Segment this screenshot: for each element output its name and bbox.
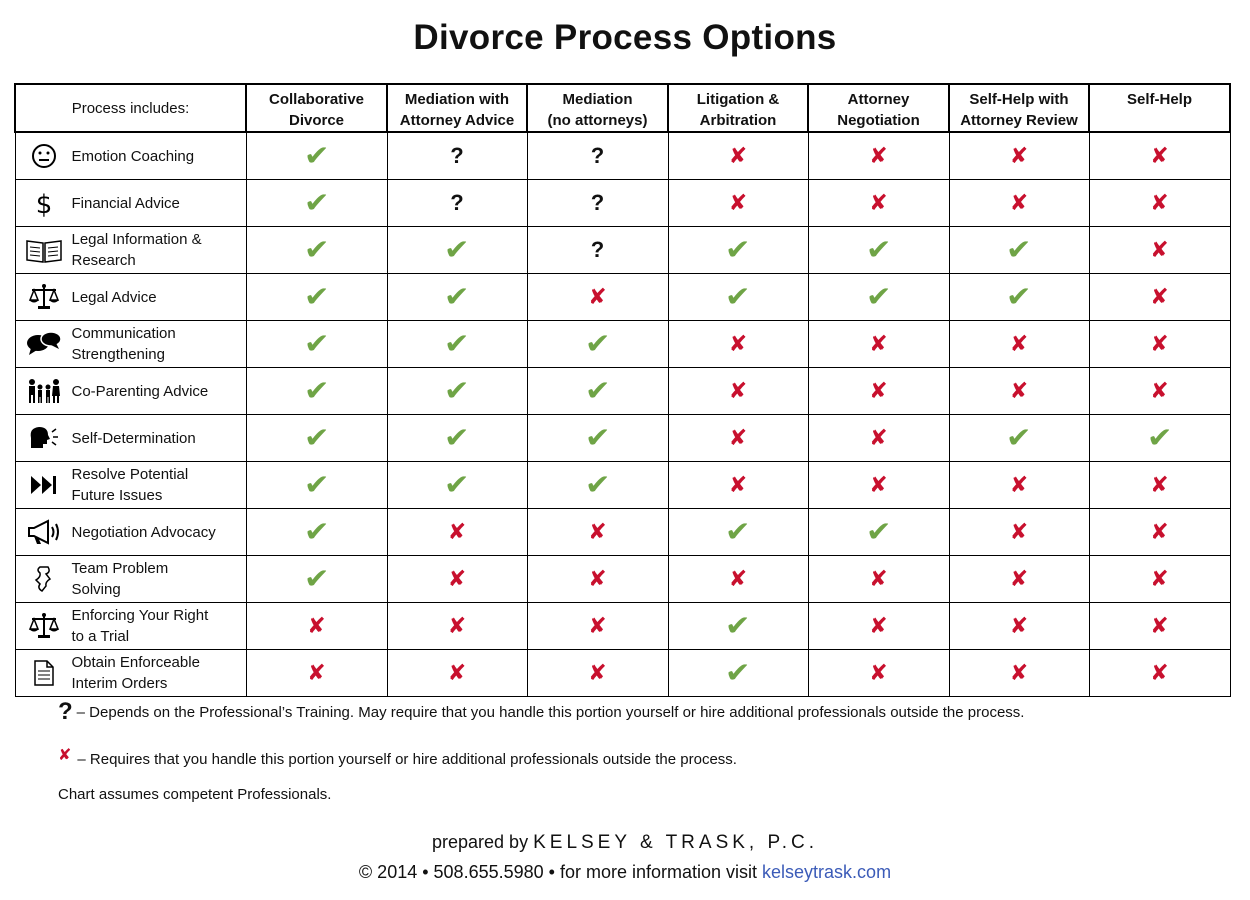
check-mark-icon: ✔ <box>1006 281 1032 312</box>
mark-cell <box>387 556 527 603</box>
mark-cell <box>527 556 668 603</box>
row-header <box>15 556 246 603</box>
check-mark-icon: ✔ <box>1006 234 1032 265</box>
row-header <box>15 227 246 274</box>
mark-cell <box>1089 132 1230 180</box>
column-header: Litigation & Arbitration <box>668 84 808 132</box>
row-label: Negotiation Advocacy <box>71 523 216 541</box>
mark-cell <box>1089 180 1230 227</box>
open-book-icon <box>16 236 72 264</box>
row-header <box>15 462 246 509</box>
prepared-by-text: prepared by <box>432 832 529 852</box>
question-mark: ? <box>590 236 605 262</box>
table-row <box>15 650 1230 697</box>
cross-mark-icon: ✘ <box>869 612 888 638</box>
mark-cell <box>808 415 949 462</box>
row-header <box>15 650 246 697</box>
check-mark-icon: ✔ <box>865 516 892 547</box>
page-title: Divorce Process Options <box>413 18 837 57</box>
cross-mark-icon: ✘ <box>728 142 748 168</box>
mark-cell <box>246 509 387 556</box>
mark-cell <box>1089 556 1230 603</box>
mark-cell <box>246 650 387 697</box>
mark-cell <box>527 509 668 556</box>
header-label: Process includes: <box>15 84 246 132</box>
cross-mark-icon: ✘ <box>869 424 888 450</box>
check-mark-icon: ✔ <box>725 657 751 688</box>
row-label: Enforcing Your Right to a Trial <box>71 607 209 645</box>
mark-cell <box>808 650 949 697</box>
mark-cell <box>527 321 668 368</box>
mark-cell <box>246 462 387 509</box>
mark-cell <box>527 274 668 321</box>
mark-cell <box>246 180 387 227</box>
row-label: Legal Advice <box>71 288 157 306</box>
mark-cell <box>246 274 387 321</box>
check-mark-icon: ✔ <box>444 375 470 406</box>
table-row <box>15 415 1230 462</box>
check-mark-icon: ✔ <box>303 140 330 171</box>
table-row <box>15 556 1230 603</box>
cross-mark-icon: ✘ <box>1009 330 1029 356</box>
cross-mark-icon: ✘ <box>869 142 888 168</box>
cross-mark-icon: ✘ <box>869 565 888 591</box>
mark-cell <box>246 603 387 650</box>
row-header <box>15 180 246 227</box>
mark-cell <box>527 462 668 509</box>
row-header <box>15 415 246 462</box>
cross-note: – Requires that you handle this portion yourself or hire additional professionals outside the process. <box>77 751 737 768</box>
table-row <box>15 227 1230 274</box>
cross-mark-icon: ✘ <box>1150 189 1169 215</box>
row-header <box>15 132 246 180</box>
check-mark-icon: ✔ <box>444 422 470 453</box>
mark-cell <box>949 132 1089 180</box>
row-header <box>15 368 246 415</box>
cross-mark-icon: ✘ <box>307 659 326 685</box>
check-mark-icon: ✔ <box>303 281 330 312</box>
mark-cell <box>1089 368 1230 415</box>
mark-cell <box>808 603 949 650</box>
mark-cell <box>527 368 668 415</box>
mark-cell <box>387 415 527 462</box>
mark-cell <box>808 556 949 603</box>
mark-cell <box>668 603 808 650</box>
cross-mark-icon: ✘ <box>1150 283 1169 309</box>
mark-cell <box>387 368 527 415</box>
question-mark: ? <box>590 142 605 168</box>
mark-cell <box>1089 415 1230 462</box>
column-header: Attorney Negotiation <box>808 84 949 132</box>
cross-mark-icon: ✘ <box>1009 377 1029 403</box>
scales-icon <box>16 612 72 640</box>
check-mark-icon: ✔ <box>584 422 611 453</box>
row-header <box>15 603 246 650</box>
check-mark-icon: ✔ <box>725 610 751 641</box>
table-row <box>15 274 1230 321</box>
mark-cell <box>949 509 1089 556</box>
check-mark-icon: ✔ <box>584 375 611 406</box>
mark-cell <box>246 415 387 462</box>
mark-cell <box>668 227 808 274</box>
cross-mark-icon: ✘ <box>1150 659 1169 685</box>
dollar-sign-icon <box>16 188 72 218</box>
cross-mark-icon: ✘ <box>869 189 888 215</box>
question-mark: ? <box>450 189 464 215</box>
column-header: Collaborative Divorce <box>246 84 387 132</box>
column-header: Self-Help with Attorney Review <box>949 84 1089 132</box>
cross-mark-icon: ✘ <box>869 471 888 497</box>
cross-mark-icon: ✘ <box>447 659 467 685</box>
mark-cell <box>387 274 527 321</box>
check-mark-icon: ✔ <box>444 234 470 265</box>
mark-cell <box>949 603 1089 650</box>
row-label: Financial Advice <box>71 194 180 212</box>
question-note: – Depends on the Professional’s Training. May require that you handle this portion yourself or hire additional professionals outside the process. <box>76 704 1025 721</box>
row-header <box>15 321 246 368</box>
cross-mark-icon: ✘ <box>588 659 607 685</box>
mark-cell <box>949 368 1089 415</box>
question-legend <box>58 698 1024 726</box>
mark-cell <box>668 415 808 462</box>
mark-cell <box>387 227 527 274</box>
assumption-note: Chart assumes competent Professionals. <box>58 786 332 803</box>
row-label: Communication Strengthening <box>71 325 176 363</box>
cross-mark-icon: ✘ <box>1150 142 1169 168</box>
cross-mark-icon: ✘ <box>588 565 607 591</box>
check-mark-icon: ✔ <box>303 375 330 406</box>
mark-cell <box>668 556 808 603</box>
mark-cell <box>949 274 1089 321</box>
check-mark-icon: ✔ <box>303 234 330 265</box>
cross-mark-icon: ✘ <box>869 659 888 685</box>
cross-mark-icon: ✘ <box>1150 565 1169 591</box>
row-header <box>15 509 246 556</box>
check-mark-icon: ✔ <box>1146 422 1173 453</box>
table-row <box>15 509 1230 556</box>
cross-mark-icon: ✘ <box>1009 565 1029 591</box>
cross-mark-icon: ✘ <box>728 377 748 403</box>
mark-cell <box>668 274 808 321</box>
mark-cell <box>668 180 808 227</box>
mark-cell <box>668 132 808 180</box>
contact-text: © 2014 • 508.655.5980 • for more information visit <box>358 862 758 882</box>
mark-cell <box>668 321 808 368</box>
mark-cell <box>808 368 949 415</box>
mark-cell <box>246 321 387 368</box>
check-mark-icon: ✔ <box>865 281 892 312</box>
cross-mark-icon: ✘ <box>728 471 748 497</box>
prepared-by-line <box>0 832 1250 854</box>
check-mark-icon: ✔ <box>303 328 330 359</box>
mark-cell <box>527 415 668 462</box>
cross-legend <box>58 745 737 768</box>
column-header: Mediation with Attorney Advice <box>387 84 527 132</box>
megaphone-icon <box>16 518 72 546</box>
mark-cell <box>387 509 527 556</box>
row-label: Legal Information & Research <box>71 231 202 269</box>
row-label: Self-Determination <box>71 429 196 447</box>
check-mark-icon: ✔ <box>584 469 611 500</box>
table-row <box>15 132 1230 180</box>
cross-mark-icon: ✘ <box>1009 471 1029 497</box>
mark-cell <box>1089 603 1230 650</box>
mark-cell <box>949 462 1089 509</box>
check-mark-icon: ✔ <box>725 234 751 265</box>
table-row <box>15 462 1230 509</box>
check-mark-icon: ✔ <box>303 422 330 453</box>
contact-line <box>0 862 1250 883</box>
cross-mark-icon: ✘ <box>1009 189 1029 215</box>
question-symbol: ? <box>58 698 73 725</box>
svg-text:$: $ <box>35 190 52 218</box>
check-mark-icon: ✔ <box>303 187 330 218</box>
cross-mark-icon: ✘ <box>1009 518 1029 544</box>
question-mark: ? <box>450 142 464 168</box>
mark-cell <box>949 650 1089 697</box>
cross-mark-icon: ✘ <box>588 283 607 309</box>
table-row <box>15 368 1230 415</box>
firm-name: KELSEY & TRASK, P.C. <box>533 832 818 853</box>
mark-cell <box>808 321 949 368</box>
table-row <box>15 603 1230 650</box>
mark-cell <box>949 415 1089 462</box>
mark-cell <box>387 462 527 509</box>
check-mark-icon: ✔ <box>303 469 330 500</box>
family-icon <box>16 378 72 404</box>
cross-mark-icon: ✘ <box>1150 518 1169 544</box>
mark-cell <box>808 274 949 321</box>
check-mark-icon: ✔ <box>865 234 892 265</box>
mark-cell <box>387 321 527 368</box>
check-mark-icon: ✔ <box>444 469 470 500</box>
mark-cell <box>1089 321 1230 368</box>
mark-cell <box>387 603 527 650</box>
column-header: Self-Help <box>1089 84 1230 132</box>
column-header: Mediation (no attorneys) <box>527 84 668 132</box>
cross-mark-icon: ✘ <box>728 565 748 591</box>
mark-cell <box>808 132 949 180</box>
speech-bubbles-icon <box>16 330 72 358</box>
cross-mark-icon: ✘ <box>1009 659 1029 685</box>
row-label: Team Problem Solving <box>71 560 169 598</box>
mark-cell <box>949 227 1089 274</box>
mark-cell <box>387 180 527 227</box>
mark-cell <box>668 509 808 556</box>
mark-cell <box>527 132 668 180</box>
smiley-face-icon <box>16 143 72 169</box>
cross-mark-icon: ✘ <box>728 189 748 215</box>
mark-cell <box>527 227 668 274</box>
cross-mark-icon: ✘ <box>447 518 467 544</box>
mark-cell <box>949 180 1089 227</box>
check-mark-icon: ✔ <box>444 328 470 359</box>
mark-cell <box>527 650 668 697</box>
cross-mark-icon: ✘ <box>1009 142 1029 168</box>
mark-cell <box>1089 227 1230 274</box>
cross-mark-icon: ✘ <box>588 518 607 544</box>
cross-mark-icon: ✘ <box>728 424 748 450</box>
check-mark-icon: ✔ <box>303 563 330 594</box>
row-label: Obtain Enforceable Interim Orders <box>71 654 200 692</box>
mark-cell <box>1089 462 1230 509</box>
cross-mark-icon: ✘ <box>1009 612 1029 638</box>
mark-cell <box>246 556 387 603</box>
mark-cell <box>808 180 949 227</box>
mark-cell <box>668 462 808 509</box>
document-icon <box>16 659 72 687</box>
check-mark-icon: ✔ <box>725 516 751 547</box>
mark-cell <box>949 556 1089 603</box>
cross-mark-icon: ✘ <box>307 612 326 638</box>
question-mark: ? <box>590 189 605 215</box>
mark-cell <box>808 462 949 509</box>
mark-cell <box>246 132 387 180</box>
check-mark-icon: ✔ <box>303 516 330 547</box>
cross-mark-icon: ✘ <box>1150 377 1169 403</box>
website-link[interactable]: kelseytrask.com <box>762 862 892 882</box>
cross-mark-icon: ✘ <box>869 330 888 356</box>
mark-cell <box>246 368 387 415</box>
mark-cell <box>668 650 808 697</box>
cross-mark-icon: ✘ <box>447 565 467 591</box>
row-label: Co-Parenting Advice <box>71 382 209 400</box>
cross-mark-icon: ✘ <box>588 612 607 638</box>
mark-cell <box>527 180 668 227</box>
header-row <box>15 84 1230 132</box>
table-row <box>15 321 1230 368</box>
fast-forward-icon <box>16 474 72 496</box>
cross-mark-icon: ✘ <box>447 612 467 638</box>
cross-mark-icon: ✘ <box>1150 471 1169 497</box>
check-mark-icon: ✔ <box>725 281 751 312</box>
row-header <box>15 274 246 321</box>
scales-icon <box>16 283 72 311</box>
cross-mark-icon: ✘ <box>1150 236 1169 262</box>
puzzle-piece-icon <box>16 564 72 594</box>
mark-cell <box>387 650 527 697</box>
cross-mark-icon: ✘ <box>869 377 888 403</box>
table-row <box>15 180 1230 227</box>
cross-mark-icon: ✘ <box>1150 330 1169 356</box>
speaking-head-icon <box>16 424 72 452</box>
mark-cell <box>387 132 527 180</box>
mark-cell <box>527 603 668 650</box>
mark-cell <box>668 368 808 415</box>
cross-mark-icon: ✘ <box>58 747 72 764</box>
cross-mark-icon: ✘ <box>728 330 748 356</box>
mark-cell <box>1089 509 1230 556</box>
mark-cell <box>1089 274 1230 321</box>
comparison-table <box>14 83 1231 697</box>
mark-cell <box>808 509 949 556</box>
mark-cell <box>246 227 387 274</box>
cross-mark-icon: ✘ <box>1150 612 1169 638</box>
row-label: Resolve Potential Future Issues <box>71 466 189 504</box>
row-label: Emotion Coaching <box>71 147 195 165</box>
check-mark-icon: ✔ <box>1006 422 1032 453</box>
check-mark-icon: ✔ <box>444 281 470 312</box>
mark-cell <box>949 321 1089 368</box>
mark-cell <box>1089 650 1230 697</box>
mark-cell <box>808 227 949 274</box>
check-mark-icon: ✔ <box>584 328 611 359</box>
